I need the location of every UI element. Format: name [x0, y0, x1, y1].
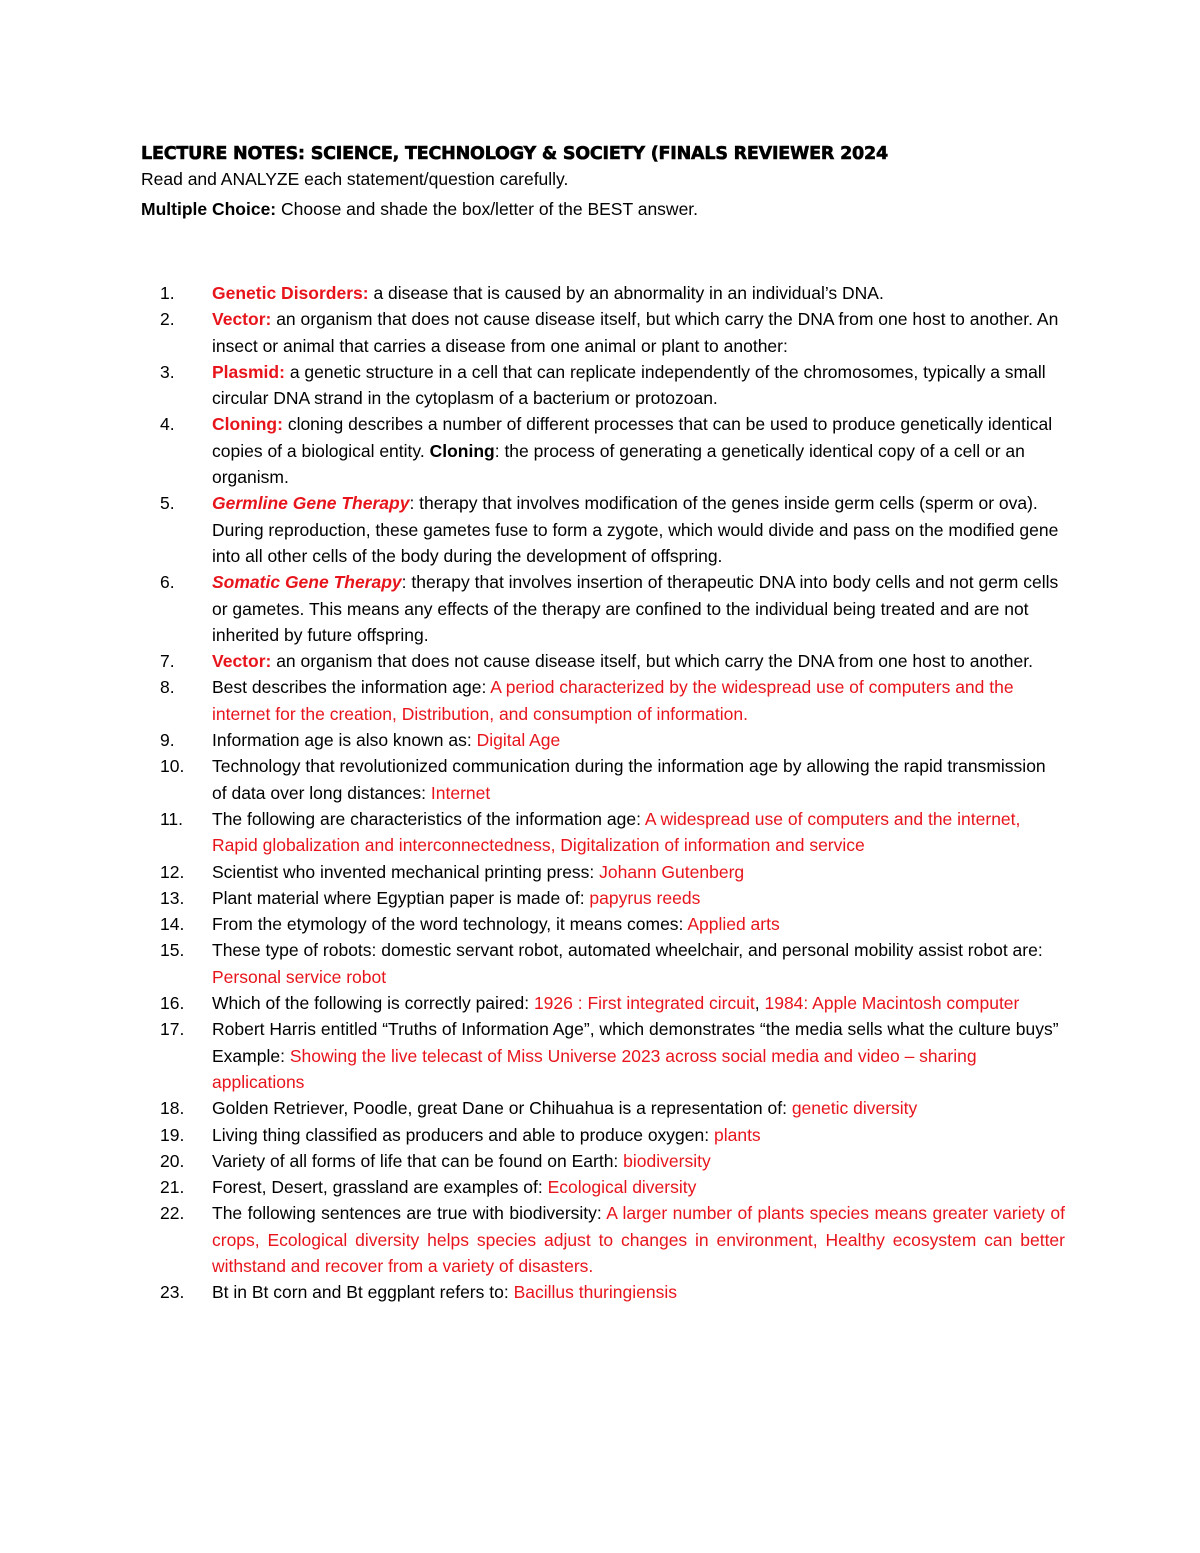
- list-item: [160, 1122, 1065, 1148]
- item-number: 23.: [160, 1282, 185, 1303]
- item-answer: biodiversity: [623, 1150, 711, 1171]
- item-number: 3.: [160, 361, 175, 382]
- list-item: [160, 911, 1065, 937]
- item-definition: a disease that is caused by an abnormality in an individual’s DNA.: [368, 283, 884, 303]
- list-item: [160, 859, 1065, 885]
- list-item: [160, 885, 1065, 911]
- item-question: Living thing classified as producers and able to produce oxygen:: [212, 1124, 714, 1145]
- item-number: 12.: [160, 861, 185, 882]
- item-answer: genetic diversity: [791, 1098, 918, 1119]
- item-term: Germline Gene Therapy: [212, 493, 410, 514]
- item-separator: ,: [754, 993, 765, 1014]
- item-question: Best describes the information age:: [212, 677, 491, 698]
- item-term: Cloning:: [212, 414, 283, 435]
- item-answer: Bacillus thuringiensis: [513, 1282, 677, 1303]
- list-item: [160, 1174, 1065, 1200]
- item-number: 5.: [160, 493, 175, 514]
- list-item: [160, 359, 1065, 412]
- page-title: LECTURE NOTES: SCIENCE, TECHNOLOGY & SOCIETY (FINALS REVIEWER 2024: [141, 144, 888, 164]
- list-item: [160, 648, 1065, 674]
- item-definition: : therapy that involves insertion of therapeutic DNA into body cells and not germ cells or gametes. This means any effects of the therapy are confined to the individual being treated and are not inherited by future offspring.: [212, 572, 1059, 645]
- instructions-multiple-choice: [141, 198, 698, 220]
- item-number: 2.: [160, 309, 175, 330]
- list-item: [160, 1279, 1065, 1305]
- list-item: [160, 1148, 1065, 1174]
- item-answer: Ecological diversity: [547, 1177, 697, 1198]
- item-answer: Personal service robot: [212, 966, 387, 987]
- item-term: Genetic Disorders:: [212, 283, 369, 303]
- item-number: 14.: [160, 914, 185, 935]
- item-number: 22.: [160, 1203, 185, 1224]
- item-answer-secondary: 1984: Apple Macintosh computer: [764, 993, 1020, 1014]
- item-question: Bt in Bt corn and Bt eggplant refers to:: [212, 1282, 514, 1303]
- item-answer: Applied arts: [687, 914, 780, 935]
- item-answer: A larger number of plants species means greater variety of crops, Ecological diversity helps species adjust to changes in environment, Healthy ecosystem can better withstand and recover from a variety of disasters.: [212, 1203, 1065, 1276]
- list-item: [160, 569, 1065, 648]
- item-question: Technology that revolutionized communication during the information age by allowing the rapid transmission of data over long distances:: [212, 756, 1046, 803]
- list-item: [160, 1095, 1065, 1121]
- multiple-choice-text: Choose and shade the box/letter of the BEST answer.: [276, 199, 699, 219]
- item-definition: : therapy that involves modification of the genes inside germ cells (sperm or ova). During reproduction, these gametes fuse to form a zygote, which would divide and pass on the modified gene into all other cells of the body during the development of offspring.: [212, 493, 1059, 566]
- item-term: Vector:: [212, 651, 272, 672]
- item-number: 20.: [160, 1150, 185, 1171]
- item-question: Golden Retriever, Poodle, great Dane or Chihuahua is a representation of:: [212, 1098, 792, 1119]
- item-number: 16.: [160, 993, 185, 1014]
- item-number: 21.: [160, 1177, 185, 1198]
- item-question: Variety of all forms of life that can be found on Earth:: [212, 1150, 624, 1171]
- item-number: 13.: [160, 887, 185, 908]
- item-number: 8.: [160, 677, 175, 698]
- item-definition: a genetic structure in a cell that can replicate independently of the chromosomes, typically a small circular DNA strand in the cytoplasm of a bacterium or protozoan.: [212, 361, 1046, 409]
- item-number: 17.: [160, 1019, 185, 1040]
- list-item: [160, 990, 1065, 1016]
- item-question: These type of robots: domestic servant robot, automated wheelchair, and personal mobility assist robot are:: [212, 940, 1043, 961]
- item-term: Vector:: [212, 309, 272, 330]
- item-question: Scientist who invented mechanical printing press:: [212, 861, 600, 882]
- multiple-choice-label: Multiple Choice:: [141, 199, 277, 219]
- list-item: [160, 1200, 1065, 1279]
- item-term: Somatic Gene Therapy: [212, 572, 402, 593]
- item-answer: A period characterized by the widespread use of computers and the internet for the creation, Distribution, and consumption of information.: [212, 677, 1014, 724]
- item-number: 11.: [160, 808, 184, 829]
- item-number: 10.: [160, 756, 185, 777]
- item-definition: an organism that does not cause disease itself, but which carry the DNA from one host to another.: [271, 651, 1033, 672]
- item-term: Plasmid:: [212, 361, 285, 382]
- list-item: [160, 806, 1065, 859]
- list-item: [160, 490, 1065, 569]
- list-item: [160, 727, 1065, 753]
- item-question: Robert Harris entitled “Truths of Information Age”, which demonstrates “the media sells what the culture buys” Example:: [212, 1019, 1059, 1066]
- item-number: 18.: [160, 1098, 185, 1119]
- item-number: 19.: [160, 1124, 185, 1145]
- instructions-read: Read and ANALYZE each statement/question carefully.: [141, 169, 569, 189]
- list-item: [160, 1016, 1065, 1095]
- item-number: 6.: [160, 572, 175, 593]
- item-number: 4.: [160, 414, 175, 435]
- item-number: 7.: [160, 651, 175, 672]
- item-number: 1.: [160, 283, 175, 303]
- item-answer: Digital Age: [476, 730, 561, 751]
- item-answer: Johann Gutenberg: [599, 861, 745, 882]
- list-item: [160, 674, 1065, 727]
- item-question: Forest, Desert, grassland are examples of:: [212, 1177, 548, 1198]
- list-item: [160, 753, 1065, 806]
- item-definition: an organism that does not cause disease itself, but which carry the DNA from one host to another. An insect or animal that carries a disease from one animal or plant to another:: [212, 309, 1059, 356]
- review-list: [160, 280, 1065, 1306]
- item-question: The following are characteristics of the information age:: [212, 808, 645, 829]
- item-question: Which of the following is correctly paired:: [212, 993, 534, 1014]
- item-question: Information age is also known as:: [212, 730, 477, 751]
- item-answer: papyrus reeds: [589, 887, 701, 908]
- item-definition: cloning describes a number of different processes that can be used to produce genetically identical copies of a biological entity.: [212, 414, 1053, 461]
- item-question: From the etymology of the word technology, it means comes:: [212, 914, 688, 935]
- item-answer: A widespread use of computers and the internet, Rapid globalization and interconnectedness, Digitalization of information and service: [212, 808, 1021, 856]
- item-answer: Internet: [430, 782, 491, 803]
- list-item: [160, 280, 1065, 306]
- item-answer: Showing the live telecast of Miss Universe 2023 across social media and video – sharing applications: [212, 1045, 977, 1092]
- item-definition-secondary: : the process of generating a genetically identical copy of a cell or an organism.: [212, 440, 1025, 488]
- list-item: [160, 937, 1065, 990]
- item-number: 9.: [160, 730, 175, 751]
- item-number: 15.: [160, 940, 185, 961]
- list-item: [160, 411, 1065, 490]
- item-answer: plants: [713, 1124, 761, 1145]
- item-term-secondary: Cloning: [429, 440, 495, 461]
- list-item: [160, 306, 1065, 359]
- item-answer: 1926 : First integrated circuit: [533, 993, 755, 1014]
- item-question: The following sentences are true with biodiversity:: [212, 1203, 607, 1224]
- item-question: Plant material where Egyptian paper is made of:: [212, 887, 590, 908]
